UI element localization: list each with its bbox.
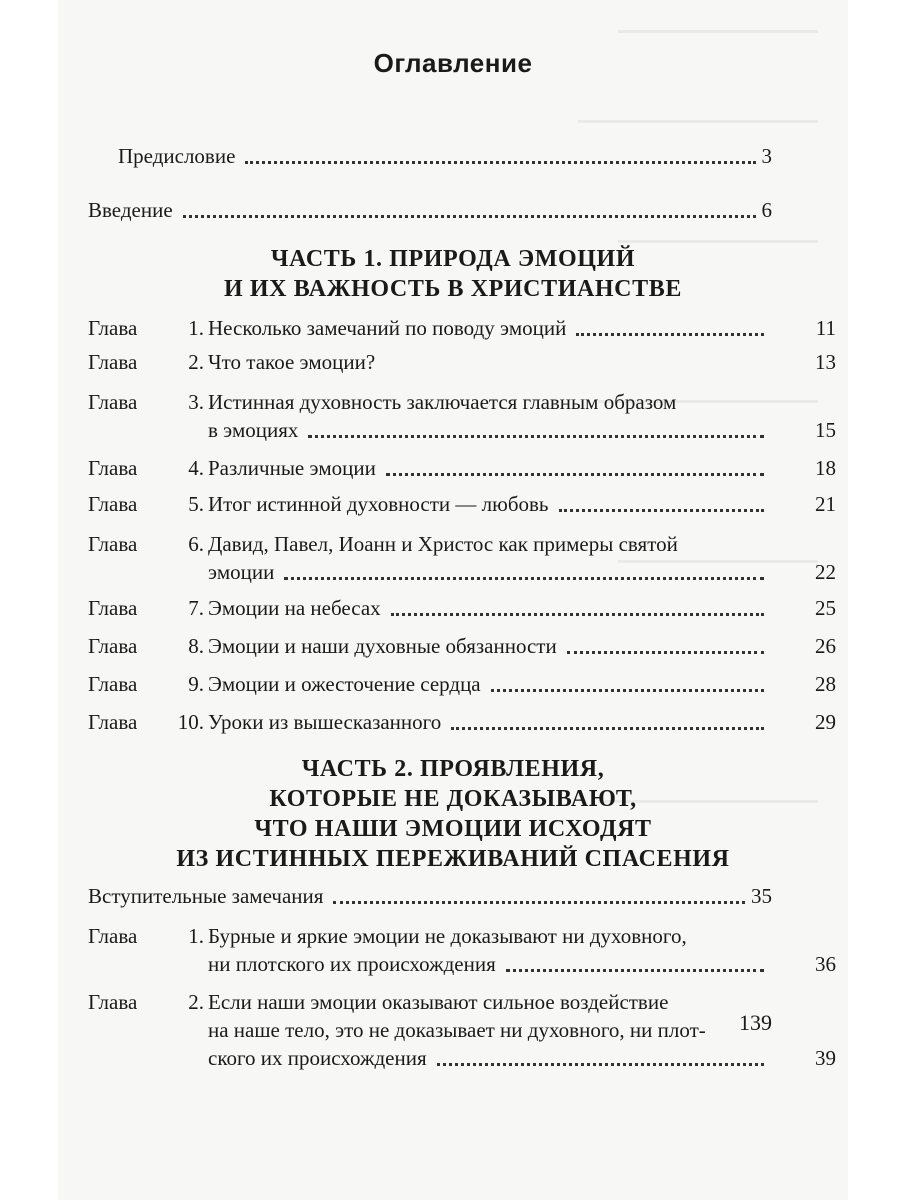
chapter-number: 1. <box>188 316 204 340</box>
chapter-word: Глава <box>88 634 138 658</box>
chapter-word: Глава <box>88 316 138 340</box>
chapter-page: 39 <box>815 1046 836 1070</box>
chapter-title: Эмоции на небесах <box>208 596 381 620</box>
dot-leader <box>284 576 764 580</box>
chapter-page: 26 <box>815 634 836 658</box>
chapter-number: 7. <box>188 596 204 620</box>
chapter-word: Глава <box>88 492 138 516</box>
chapter-word: Глава <box>88 710 138 734</box>
entry-label: Вступительные замечания <box>88 884 324 908</box>
chapter-page: 11 <box>815 316 836 340</box>
entry-page: 3 <box>761 144 772 168</box>
chapter-number: 4. <box>188 456 204 480</box>
chapter-number: 3. <box>188 390 204 414</box>
dot-leader <box>437 1062 764 1066</box>
chapter-word: Глава <box>88 990 138 1014</box>
dot-leader <box>506 968 764 972</box>
chapter-title-continued: ского их происхождения <box>208 1046 427 1070</box>
chapter-title: Давид, Павел, Иоанн и Христос как примеры святой <box>208 532 678 556</box>
chapter-title: Истинная духовность заключается главным образом <box>208 390 677 414</box>
chapter-page: 22 <box>815 560 836 584</box>
dot-leader <box>183 214 756 218</box>
chapter-title-continued: в эмоциях <box>208 418 299 442</box>
chapter-page: 18 <box>815 456 836 480</box>
dot-leader <box>333 900 745 904</box>
chapter-word: Глава <box>88 924 138 948</box>
chapter-word: Глава <box>88 456 138 480</box>
dot-leader <box>391 612 764 616</box>
entry-page: 35 <box>751 884 772 908</box>
chapter-title: Что такое эмоции? <box>208 350 376 374</box>
chapter-page: 21 <box>815 492 836 516</box>
chapter-title: Эмоции и наши духовные обязанности <box>208 634 557 658</box>
toc-entry-intro-remarks[interactable] <box>88 882 772 910</box>
dot-leader <box>245 160 755 164</box>
page-number: 139 <box>739 1010 772 1035</box>
dot-leader <box>567 650 764 654</box>
chapter-page: 36 <box>815 952 836 976</box>
chapter-page: 13 <box>815 350 836 374</box>
chapter-title: Эмоции и ожесточение сердца <box>208 672 481 696</box>
chapter-word: Глава <box>88 672 138 696</box>
dot-leader <box>491 688 764 692</box>
chapter-word: Глава <box>88 596 138 620</box>
chapter-page: 28 <box>815 672 836 696</box>
chapter-title: Различные эмоции <box>208 456 376 480</box>
chapter-word: Глава <box>88 350 138 374</box>
part1-heading-line1: ЧАСТЬ 1. ПРИРОДА ЭМОЦИЙ <box>270 246 636 272</box>
toc-entry-preface[interactable] <box>118 142 772 170</box>
chapter-number: 8. <box>188 634 204 658</box>
chapter-title-continued: эмоции <box>208 560 275 584</box>
chapter-number: 6. <box>188 532 204 556</box>
table-of-contents <box>58 0 848 1200</box>
chapter-word: Глава <box>88 390 138 414</box>
part2-heading-line4: ИЗ ИСТИННЫХ ПЕРЕЖИВАНИЙ СПАСЕНИЯ <box>176 846 730 872</box>
chapter-page: 25 <box>815 596 836 620</box>
part2-heading-line2: КОТОРЫЕ НЕ ДОКАЗЫВАЮТ, <box>269 786 637 812</box>
dot-leader <box>308 434 764 438</box>
chapter-title-continued: ни плотского их происхождения <box>208 952 496 976</box>
dot-leader <box>386 472 764 476</box>
book-page <box>58 0 848 1200</box>
chapter-title: Несколько замечаний по поводу эмоций <box>208 316 567 340</box>
entry-page: 6 <box>761 198 772 222</box>
chapter-number: 10. <box>177 710 204 734</box>
part2-heading-line1: ЧАСТЬ 2. ПРОЯВЛЕНИЯ, <box>301 756 605 782</box>
dot-leader <box>451 726 764 730</box>
chapter-title: Уроки из вышесказанного <box>208 710 442 734</box>
part2-heading-line3: ЧТО НАШИ ЭМОЦИИ ИСХОДЯТ <box>254 816 652 842</box>
chapter-number: 1. <box>188 924 204 948</box>
toc-title: Оглавление <box>373 48 533 78</box>
chapter-title: Если наши эмоции оказывают сильное воздействие <box>208 990 669 1014</box>
chapter-word: Глава <box>88 532 138 556</box>
chapter-title-continued: на наше тело, это не доказывает ни духовного, ни плот- <box>208 1018 706 1042</box>
toc-entry-introduction[interactable] <box>88 196 772 224</box>
chapter-number: 2. <box>188 350 204 374</box>
dot-leader <box>559 508 764 512</box>
chapter-title: Итог истинной духовности — любовь <box>208 492 549 516</box>
chapter-number: 5. <box>188 492 204 516</box>
dot-leader <box>576 332 764 336</box>
chapter-page: 29 <box>815 710 836 734</box>
chapter-page: 15 <box>815 418 836 442</box>
entry-label: Предисловие <box>118 144 236 168</box>
chapter-number: 9. <box>188 672 204 696</box>
chapter-title: Бурные и яркие эмоции не доказывают ни духовного, <box>208 924 687 948</box>
chapter-number: 2. <box>188 990 204 1014</box>
part1-heading-line2: И ИХ ВАЖНОСТЬ В ХРИСТИАНСТВЕ <box>224 276 682 302</box>
entry-label: Введение <box>88 198 173 222</box>
